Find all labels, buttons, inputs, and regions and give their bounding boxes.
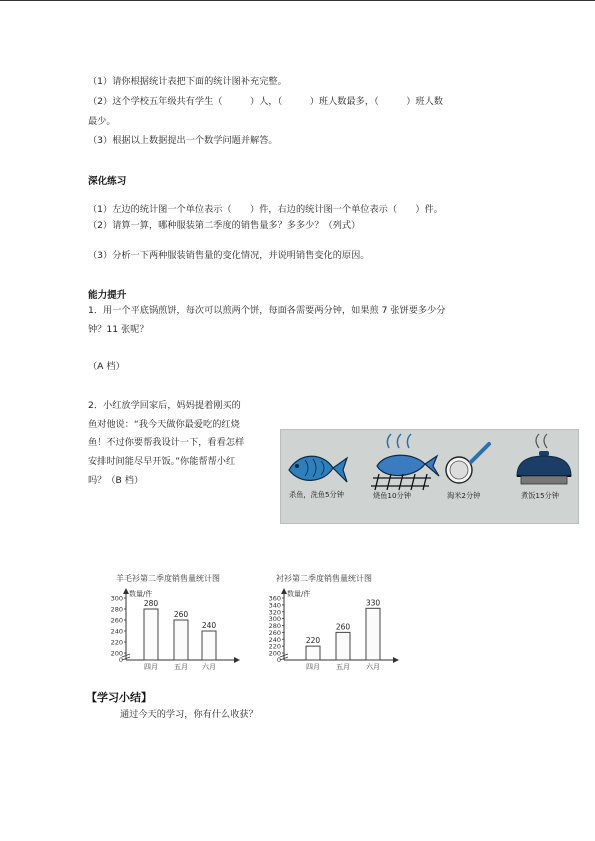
shirt-chart-y-tick-label: 360 bbox=[268, 594, 281, 603]
shirt-chart-y-tick-label: 200 bbox=[268, 649, 281, 658]
step-caption-1: 杀鱼，洗鱼5分钟 bbox=[289, 490, 344, 499]
shirt-chart-y-tick-label: 300 bbox=[268, 615, 281, 624]
shirt-chart-bar bbox=[336, 632, 350, 660]
step-caption-2: 烧鱼10分钟 bbox=[373, 491, 411, 500]
sweater-sales-chart-svg bbox=[100, 584, 245, 674]
level-label-a: （A 档） bbox=[88, 361, 125, 372]
sweater-chart-bar-value-label: 240 bbox=[201, 621, 217, 630]
shirt-chart-bar-value-label: 330 bbox=[365, 598, 381, 608]
ability-question-2-line-2: 鱼对他说：“我今天做你最爱吃的红烧 bbox=[88, 419, 240, 430]
section-heading-deepen: 深化练习 bbox=[88, 176, 127, 187]
chart-1-title: 羊毛衫第二季度销售量统计图 bbox=[116, 574, 220, 583]
sweater-chart-x-tick-label: 五月 bbox=[174, 663, 188, 671]
sweater-chart-y-tick-label: 300 bbox=[110, 594, 123, 603]
question-1-1: （1）请你根据统计表把下面的统计图补充完整。 bbox=[88, 76, 287, 87]
shirt-chart-y-tick-label: 240 bbox=[268, 635, 281, 644]
shirt-sales-chart-svg bbox=[254, 584, 404, 674]
sweater-chart-bar bbox=[144, 609, 158, 660]
shirt-chart-y-tick-label: 220 bbox=[268, 642, 281, 651]
fish-icon bbox=[289, 456, 347, 482]
question-1-3: （3）根据以上数据提出一个数学问题并解答。 bbox=[88, 135, 278, 146]
deepen-question-3: （3）分析一下两种服装销售量的变化情况，并说明销售变化的原因。 bbox=[88, 250, 370, 261]
sweater-chart-y-axis-label: 数量/件 bbox=[129, 590, 153, 598]
sweater-chart-x-tick-label: 六月 bbox=[202, 663, 216, 671]
shirt-chart-x-axis-arrow bbox=[393, 657, 399, 663]
shirt-chart-x-tick-label: 四月 bbox=[306, 663, 320, 671]
shirt-chart-y-tick-label: 280 bbox=[268, 622, 281, 630]
sweater-sales-chart bbox=[100, 584, 245, 674]
shirt-chart-y-tick-label: 340 bbox=[268, 601, 281, 610]
sweater-chart-x-tick-label: 四月 bbox=[144, 663, 158, 671]
cooking-steps-illustration bbox=[281, 430, 578, 523]
deepen-question-1: （1）左边的统计图一个单位表示（ ）件，右边的统计图一个单位表示（ ）件。 bbox=[88, 204, 443, 215]
summary-heading: 【学习小结】 bbox=[86, 691, 152, 704]
shirt-chart-bar-value-label: 260 bbox=[335, 622, 351, 632]
shirt-chart-bar bbox=[306, 646, 320, 660]
shirt-chart-x-tick-label: 五月 bbox=[336, 663, 350, 671]
rice-cooker-icon bbox=[517, 434, 571, 484]
shirt-chart-bar bbox=[366, 608, 380, 660]
page-top-rule bbox=[0, 0, 595, 1]
chart-2-title: 衬衫第二季度销售量统计图 bbox=[276, 574, 372, 583]
shirt-chart-x-tick-label: 六月 bbox=[366, 663, 380, 671]
deepen-question-2: （2）请算一算，哪种服装第二季度的销售量多？多多少？（列式） bbox=[88, 220, 361, 231]
sweater-chart-bar-value-label: 280 bbox=[143, 599, 159, 608]
section-heading-ability: 能力提升 bbox=[88, 290, 127, 301]
ability-question-1-line-2: 钟？11 张呢？ bbox=[88, 324, 149, 335]
ability-question-2-line-5: 吗？（B 档） bbox=[88, 475, 144, 486]
ability-question-2-line-4: 安排时间能尽早开饭。”你能帮帮小红 bbox=[88, 456, 236, 467]
sweater-chart-y-tick-label: 240 bbox=[110, 627, 123, 636]
cooking-steps-picture bbox=[280, 429, 579, 524]
sweater-chart-y-tick-label: 220 bbox=[110, 638, 123, 647]
step-caption-4: 煮饭15分钟 bbox=[521, 491, 559, 500]
shirt-chart-y-axis-label: 数量/件 bbox=[287, 590, 311, 598]
ability-question-2-line-1: 2．小红放学回家后，妈妈提着刚买的 bbox=[88, 400, 241, 411]
shirt-chart-bar-value-label: 220 bbox=[305, 636, 321, 646]
shirt-chart-y-tick-label: 320 bbox=[268, 608, 281, 617]
ability-question-2-line-3: 鱼！不过你要帮我设计一下，看看怎样 bbox=[88, 437, 245, 448]
sweater-chart-bar bbox=[202, 631, 216, 660]
question-1-2-line-2: 最少。 bbox=[88, 116, 116, 127]
sweater-chart-x-axis-arrow bbox=[234, 657, 240, 663]
shirt-chart-y-tick-label: 0 bbox=[276, 656, 281, 664]
sweater-chart-y-tick-label: 280 bbox=[110, 605, 123, 614]
sweater-chart-y-tick-label: 260 bbox=[110, 616, 123, 625]
sweater-chart-bar bbox=[174, 620, 188, 660]
sweater-chart-bar-value-label: 260 bbox=[173, 610, 189, 619]
summary-prompt: 通过今天的学习，你有什么收获？ bbox=[120, 709, 258, 720]
shirt-chart-y-tick-label: 260 bbox=[268, 628, 281, 637]
question-1-2-line-1: （2）这个学校五年级共有学生（ ）人，（ ）班人数最多，（ ）班人数 bbox=[88, 96, 443, 107]
ability-question-1-line-1: 1．用一个平底锅煎饼，每次可以煎两个饼，每面各需要两分钟，如果煎 7 张饼要多少分 bbox=[88, 305, 446, 316]
shirt-sales-chart bbox=[254, 584, 404, 674]
rice-bowl-icon bbox=[446, 444, 489, 483]
sweater-chart-y-tick-label: 0 bbox=[118, 656, 123, 664]
sweater-chart-y-tick-label: 200 bbox=[110, 649, 123, 658]
grill-fish-icon bbox=[371, 434, 439, 490]
step-caption-3: 淘米2分钟 bbox=[447, 491, 481, 500]
